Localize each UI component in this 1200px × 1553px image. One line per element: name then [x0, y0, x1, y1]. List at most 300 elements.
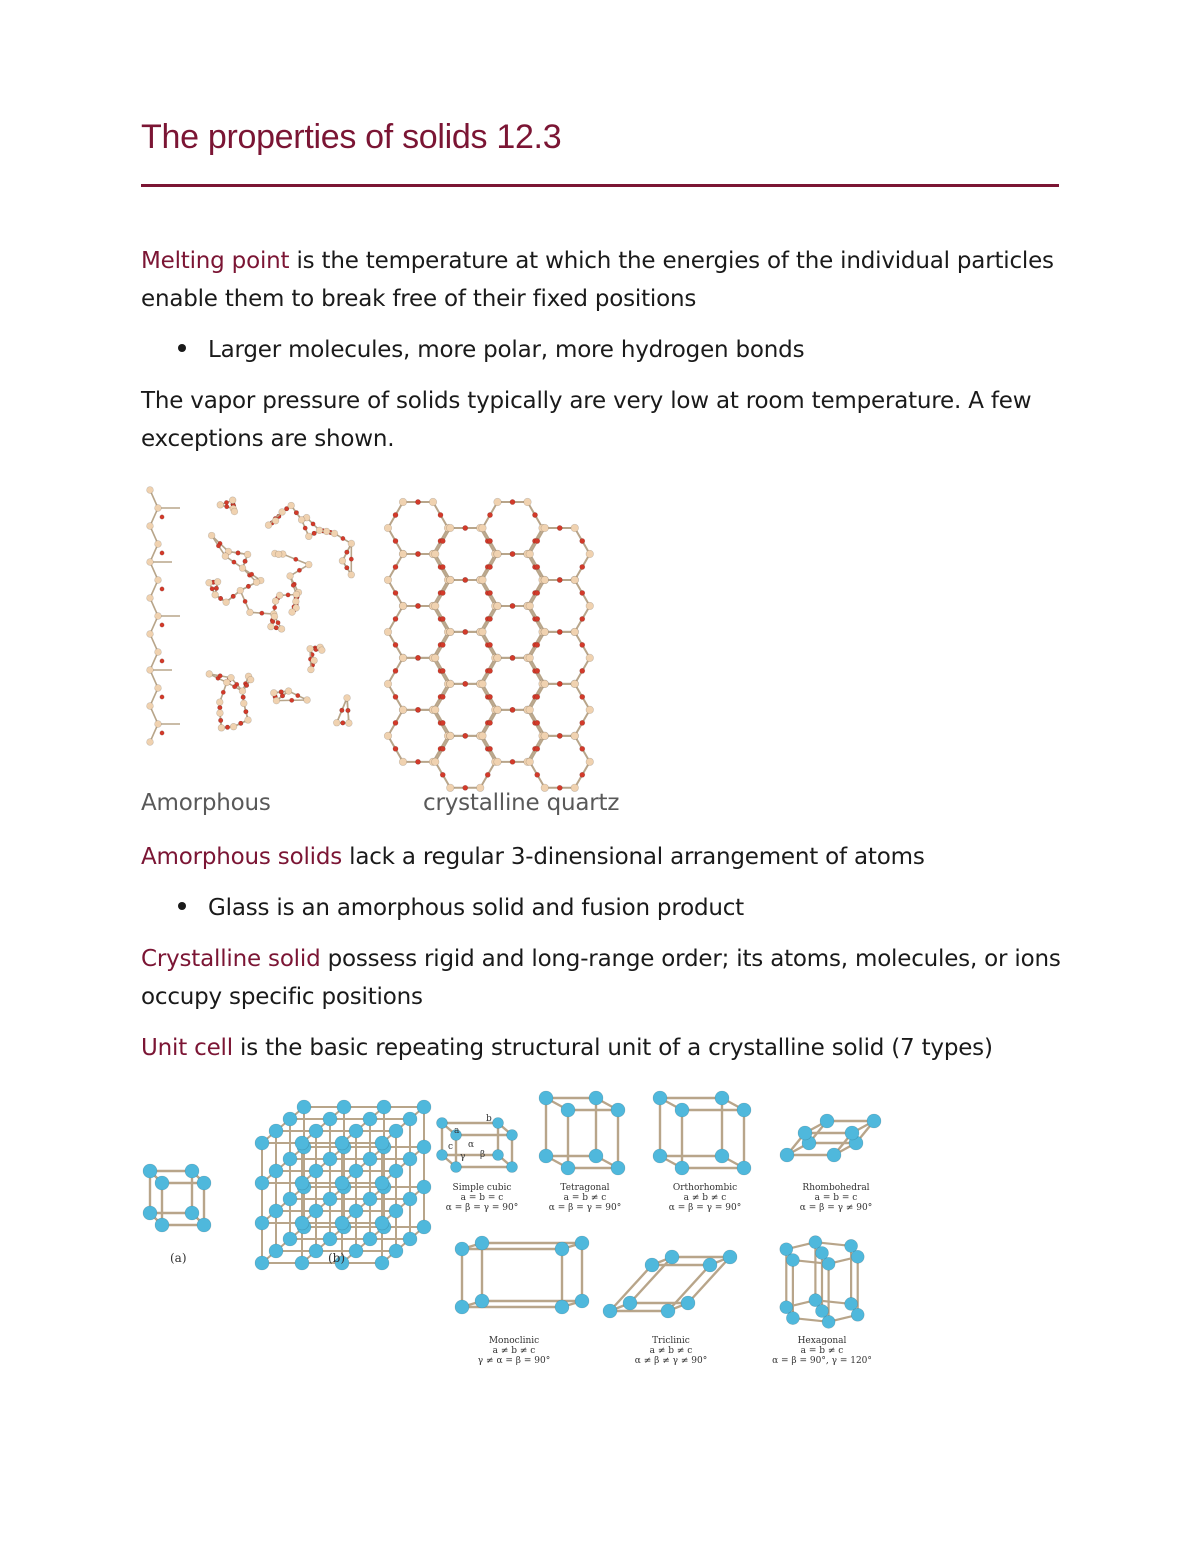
oxygen-atom — [160, 695, 164, 699]
silicon-atom — [345, 720, 352, 727]
oxygen-atom — [535, 538, 540, 543]
lattice-atom — [363, 1192, 377, 1206]
lattice-atom — [611, 1103, 625, 1117]
silicon-atom — [155, 577, 162, 584]
silicon-atom — [217, 710, 224, 717]
silicon-atom — [494, 550, 502, 558]
lattice-atom — [155, 1176, 169, 1190]
lattice-atom — [723, 1250, 737, 1264]
oxygen-atom — [557, 733, 562, 738]
oxygen-atom — [487, 616, 492, 621]
lattice-atom — [295, 1256, 309, 1270]
oxygen-atom — [224, 500, 228, 504]
oxygen-atom — [393, 720, 398, 725]
cell-name-orthorhombic: Orthorhombic — [672, 1183, 738, 1193]
silicon-atom — [293, 591, 300, 598]
cell-name-rhombohedral: Rhombohedral — [802, 1183, 870, 1193]
lattice-atom — [867, 1114, 881, 1128]
oxygen-atom — [580, 590, 585, 595]
lattice-atom — [589, 1149, 603, 1163]
silicon-atom — [247, 609, 254, 616]
cell-rel2-tetragonal: α = β = γ = 90° — [548, 1203, 622, 1213]
cell-rel1-hexagonal: a = b ≠ c — [800, 1346, 844, 1356]
silicon-atom — [272, 517, 279, 524]
lattice-atom — [703, 1258, 717, 1272]
oxygen-atom — [276, 621, 280, 625]
silicon-atom — [276, 592, 283, 599]
lattice-atom — [816, 1305, 829, 1318]
lattice-atom — [337, 1100, 351, 1114]
lattice-atom — [269, 1244, 283, 1258]
lattice-atom — [155, 1218, 169, 1232]
axis-label: a — [454, 1126, 460, 1136]
lattice-atom — [575, 1236, 589, 1250]
oxygen-atom — [290, 698, 294, 702]
silicon-atom — [446, 680, 454, 688]
oxygen-atom — [415, 499, 420, 504]
oxygen-atom — [440, 720, 445, 725]
silicon-atom — [331, 530, 338, 537]
silicon-atom — [155, 649, 162, 656]
oxygen-atom — [440, 616, 445, 621]
oxygen-atom — [487, 720, 492, 725]
lattice-atom — [417, 1220, 431, 1234]
lattice-atom — [786, 1254, 799, 1267]
silicon-atom — [571, 628, 579, 636]
oxygen-atom — [580, 538, 585, 543]
oxygen-atom — [580, 642, 585, 647]
lattice-atom — [403, 1192, 417, 1206]
silicon-atom — [239, 688, 246, 695]
oxygen-atom — [510, 499, 515, 504]
oxygen-atom — [438, 512, 443, 517]
silicon-atom — [571, 576, 579, 584]
oxygen-atom — [440, 564, 445, 569]
oxygen-atom — [510, 707, 515, 712]
axis-label: β — [480, 1150, 486, 1160]
silicon-atom — [431, 654, 439, 662]
oxygen-atom — [440, 772, 445, 777]
oxygen-atom — [580, 564, 585, 569]
amorphous-solids-paragraph — [141, 838, 1066, 876]
lattice-atom — [363, 1152, 377, 1166]
silicon-atom — [298, 516, 305, 523]
oxygen-atom — [294, 511, 298, 515]
silicon-atom — [307, 645, 314, 652]
silicon-atom — [541, 732, 549, 740]
oxygen-atom — [393, 590, 398, 595]
lattice-atom — [295, 1176, 309, 1190]
oxygen-atom — [341, 721, 345, 725]
lattice-atom — [437, 1118, 448, 1129]
silicon-atom — [292, 598, 299, 605]
lattice-atom — [623, 1296, 637, 1310]
silicon-atom — [147, 631, 154, 638]
melting-point-definition: is the temperature at which the energies of the individual particles enable them to break free of their fixed positions — [141, 248, 1054, 312]
oxygen-atom — [440, 538, 445, 543]
silicon-atom — [344, 694, 351, 701]
oxygen-atom — [415, 603, 420, 608]
orthorhombic-cell — [653, 1091, 751, 1175]
lattice-atom — [295, 1136, 309, 1150]
oxygen-atom — [244, 683, 248, 687]
oxygen-atom — [463, 577, 468, 582]
oxygen-atom — [463, 525, 468, 530]
silicon-atom — [384, 576, 392, 584]
lattice-atom — [715, 1149, 729, 1163]
silicon-atom — [526, 758, 534, 766]
oxygen-atom — [415, 551, 420, 556]
silicon-atom — [323, 528, 330, 535]
oxygen-atom — [393, 746, 398, 751]
amorphous-solids-definition: lack a regular 3-dinensional arrangement of atoms — [342, 844, 925, 870]
oxygen-atom — [160, 587, 164, 591]
lattice-atom — [645, 1258, 659, 1272]
triclinic-cell — [603, 1250, 737, 1318]
silicon-atom — [571, 680, 579, 688]
oxygen-atom — [463, 629, 468, 634]
oxygen-atom — [580, 616, 585, 621]
lattice-atom — [589, 1091, 603, 1105]
oxygen-atom — [580, 772, 585, 777]
label-b: (b) — [328, 1251, 346, 1265]
caption-crystalline-quartz: crystalline quartz — [423, 790, 620, 816]
oxygen-atom — [393, 538, 398, 543]
lattice-atom — [539, 1091, 553, 1105]
silicon-atom — [384, 680, 392, 688]
oxygen-atom — [510, 603, 515, 608]
oxygen-atom — [241, 695, 245, 699]
vapor-pressure-paragraph: The vapor pressure of solids typically are very low at room temperature. A few exceptions are shown. — [141, 388, 1032, 452]
oxygen-atom — [510, 655, 515, 660]
term-unit-cell: Unit cell — [141, 1035, 233, 1061]
oxygen-atom — [291, 583, 295, 587]
oxygen-atom — [274, 626, 278, 630]
single-unit-cell-diagram — [143, 1164, 211, 1232]
silicon-atom — [348, 540, 355, 547]
silicon-atom — [399, 602, 407, 610]
lattice-atom — [349, 1124, 363, 1138]
silicon-atom — [218, 724, 225, 731]
lattice-atom — [417, 1100, 431, 1114]
oxygen-atom — [557, 629, 562, 634]
crystalline-solid-definition: possess rigid and long-range order; its atoms, molecules, or ions occupy specific positions — [141, 946, 1061, 1010]
silicon-atom — [244, 551, 251, 558]
oxygen-atom — [232, 685, 236, 689]
silicon-atom — [541, 524, 549, 532]
oxygen-atom — [535, 772, 540, 777]
bullet-text: Larger molecules, more polar, more hydrogen bonds — [208, 337, 805, 363]
silicon-atom — [399, 654, 407, 662]
oxygen-atom — [294, 557, 298, 561]
oxygen-atom — [463, 681, 468, 686]
cell-name-monoclinic: Monoclinic — [488, 1336, 540, 1346]
oxygen-atom — [160, 659, 164, 663]
lattice-atom — [603, 1304, 617, 1318]
silicon-atom — [316, 527, 323, 534]
lattice-atom — [197, 1218, 211, 1232]
cell-rel1-simple-cubic: a = b = c — [460, 1193, 504, 1203]
bullet-dot-icon — [178, 902, 186, 910]
silicon-atom — [155, 721, 162, 728]
lattice-atom — [737, 1161, 751, 1175]
silicon-atom — [147, 667, 154, 674]
oxygen-atom — [218, 596, 222, 600]
silicon-atom — [431, 602, 439, 610]
oxygen-atom — [243, 559, 247, 563]
cell-rel1-tetragonal: a = b ≠ c — [563, 1193, 607, 1203]
oxygen-atom — [487, 512, 492, 517]
cell-name-triclinic: Triclinic — [652, 1336, 690, 1346]
silicon-atom — [526, 550, 534, 558]
oxygen-atom — [345, 566, 349, 570]
axis-label: c — [448, 1142, 454, 1152]
oxygen-atom — [341, 536, 345, 540]
silicon-atom — [446, 524, 454, 532]
oxygen-atom — [532, 512, 537, 517]
silicon-atom — [446, 628, 454, 636]
title-underline — [141, 184, 1059, 187]
silicon-atom — [526, 602, 534, 610]
silicon-atom — [206, 671, 213, 678]
silicon-atom — [318, 647, 325, 654]
oxygen-atom — [231, 594, 235, 598]
lattice-atom — [283, 1192, 297, 1206]
lattice-atom — [417, 1180, 431, 1194]
silicon-atom — [494, 498, 502, 506]
silicon-atom — [222, 553, 229, 560]
oxygen-atom — [246, 584, 250, 588]
monoclinic-cell — [455, 1236, 589, 1314]
lattice-atom — [363, 1232, 377, 1246]
oxygen-atom — [345, 550, 349, 554]
lattice-atom — [437, 1150, 448, 1161]
lattice-atom — [403, 1152, 417, 1166]
lattice-atom — [827, 1148, 841, 1162]
silicon-atom — [348, 571, 355, 578]
lattice-atom — [845, 1126, 859, 1140]
crystalline-solid-paragraph — [141, 940, 1066, 1016]
silicon-atom — [275, 551, 282, 558]
silicon-atom — [239, 565, 246, 572]
silicon-atom — [216, 699, 223, 706]
silicon-atom — [217, 501, 224, 508]
silicon-atom — [147, 523, 154, 530]
caption-amorphous: Amorphous — [141, 790, 271, 816]
lattice-atom — [555, 1242, 569, 1256]
oxygen-atom — [535, 564, 540, 569]
axis-label: γ — [460, 1152, 466, 1162]
silicon-atom — [212, 591, 219, 598]
oxygen-atom — [393, 694, 398, 699]
oxygen-atom — [535, 694, 540, 699]
cell-rel1-orthorhombic: a ≠ b ≠ c — [683, 1193, 727, 1203]
silicon-atom — [479, 576, 487, 584]
silicon-atom — [287, 573, 294, 580]
lattice-atom — [375, 1136, 389, 1150]
oxygen-atom — [160, 515, 164, 519]
oxygen-atom — [580, 746, 585, 751]
oxygen-atom — [225, 505, 229, 509]
silicon-atom — [305, 533, 312, 540]
silicon-atom — [524, 498, 532, 506]
lattice-atom — [349, 1244, 363, 1258]
silicon-atom — [586, 654, 594, 662]
oxygen-atom — [225, 725, 229, 729]
silicon-atom — [155, 685, 162, 692]
silicon-atom — [247, 676, 254, 683]
oxygen-atom — [346, 708, 350, 712]
melting-point-paragraph — [141, 242, 1066, 318]
oxygen-atom — [236, 551, 240, 555]
lattice-atom — [555, 1300, 569, 1314]
cell-name-hexagonal: Hexagonal — [797, 1336, 847, 1346]
silicon-atom — [289, 609, 296, 616]
silicon-atom — [253, 579, 260, 586]
lattice-atom — [185, 1206, 199, 1220]
silicon-atom — [285, 688, 292, 695]
term-amorphous-solids: Amorphous solids — [141, 844, 343, 870]
silicon-atom — [429, 498, 437, 506]
silicon-atom — [311, 657, 318, 664]
silicon-atom — [586, 706, 594, 714]
unit-cell-paragraph — [141, 1029, 1066, 1067]
silicon-atom — [304, 697, 311, 704]
lattice-atom — [417, 1140, 431, 1154]
oxygen-atom — [415, 707, 420, 712]
silicon-atom — [541, 576, 549, 584]
silicon-atom — [307, 666, 314, 673]
oxygen-atom — [557, 681, 562, 686]
lattice-atom — [295, 1216, 309, 1230]
amorphous-structure-diagram — [147, 487, 355, 746]
lattice-atom — [197, 1176, 211, 1190]
oxygen-atom — [535, 668, 540, 673]
cell-name-simple-cubic: Simple cubic — [452, 1183, 512, 1193]
silicon-atom — [384, 732, 392, 740]
term-melting-point: Melting point — [141, 248, 290, 274]
silicon-atom — [399, 706, 407, 714]
oxygen-atom — [535, 590, 540, 595]
silicon-atom — [265, 522, 272, 529]
oxygen-atom — [440, 668, 445, 673]
oxygen-atom — [260, 611, 264, 615]
lattice-atom — [851, 1308, 864, 1321]
silicon-atom — [526, 706, 534, 714]
silicon-atom — [155, 613, 162, 620]
oxygen-atom — [232, 560, 236, 564]
oxygen-atom — [440, 642, 445, 647]
lattice-atom — [851, 1250, 864, 1263]
lattice-atom — [323, 1112, 337, 1126]
lattice-atom — [493, 1118, 504, 1129]
lattice-atom — [475, 1236, 489, 1250]
cell-rel1-monoclinic: a ≠ b ≠ c — [492, 1346, 536, 1356]
oxygen-atom — [296, 693, 300, 697]
lattice-atom — [323, 1152, 337, 1166]
silicon-atom — [586, 550, 594, 558]
lattice-atom — [389, 1124, 403, 1138]
silicon-atom — [231, 508, 238, 515]
axis-label: b — [486, 1114, 492, 1124]
silicon-atom — [586, 602, 594, 610]
oxygen-atom — [216, 544, 220, 548]
silicon-atom — [147, 739, 154, 746]
lattice-atom — [493, 1150, 504, 1161]
silicon-atom — [147, 487, 154, 494]
lattice-atom — [323, 1192, 337, 1206]
silicon-atom — [147, 595, 154, 602]
oxygen-atom — [487, 694, 492, 699]
oxygen-atom — [510, 551, 515, 556]
page-title: The properties of solids 12.3 — [141, 118, 562, 156]
lattice-atom — [780, 1148, 794, 1162]
cell-rel2-orthorhombic: α = β = γ = 90° — [668, 1203, 742, 1213]
oxygen-atom — [244, 709, 248, 713]
silicon-atom — [245, 717, 252, 724]
silicon-atom — [147, 703, 154, 710]
lattice-atom — [377, 1100, 391, 1114]
oxygen-atom — [580, 720, 585, 725]
lattice-atom — [507, 1130, 518, 1141]
oxygen-atom — [487, 538, 492, 543]
lattice-atom — [363, 1112, 377, 1126]
silicon-atom — [494, 758, 502, 766]
oxygen-atom — [297, 568, 301, 572]
lattice-atom — [681, 1296, 695, 1310]
oxygen-atom — [535, 746, 540, 751]
lattice-atom — [575, 1294, 589, 1308]
silicon-atom — [586, 758, 594, 766]
oxygen-atom — [340, 708, 344, 712]
silicon-atom — [155, 505, 162, 512]
oxygen-atom — [280, 694, 284, 698]
silicon-atom — [237, 587, 244, 594]
silicon-atom — [494, 602, 502, 610]
lattice-atom — [375, 1216, 389, 1230]
oxygen-atom — [311, 522, 315, 526]
lattice-atom — [403, 1232, 417, 1246]
lattice-atom — [283, 1232, 297, 1246]
lattice-atom — [309, 1124, 323, 1138]
silicon-atom — [526, 654, 534, 662]
lattice-atom — [451, 1162, 462, 1173]
tetragonal-cell — [539, 1091, 625, 1175]
oxygen-atom — [440, 694, 445, 699]
lattice-atom — [507, 1162, 518, 1173]
lattice-atom — [269, 1164, 283, 1178]
oxygen-atom — [510, 759, 515, 764]
silicon-atom — [494, 654, 502, 662]
silicon-atom — [399, 758, 407, 766]
oxygen-atom — [239, 721, 243, 725]
silicon-atom — [399, 498, 407, 506]
oxygen-atom — [487, 564, 492, 569]
lattice-atom — [798, 1126, 812, 1140]
silicon-atom — [240, 700, 247, 707]
lattice-atom — [455, 1300, 469, 1314]
lattice-atom — [375, 1176, 389, 1190]
oxygen-atom — [249, 572, 253, 576]
oxygen-atom — [415, 759, 420, 764]
lattice-atom — [820, 1114, 834, 1128]
oxygen-atom — [415, 655, 420, 660]
silicon-atom — [223, 679, 230, 686]
silicon-atom — [479, 524, 487, 532]
oxygen-atom — [303, 526, 307, 530]
lattice-atom — [786, 1312, 799, 1325]
lattice-atom — [309, 1164, 323, 1178]
